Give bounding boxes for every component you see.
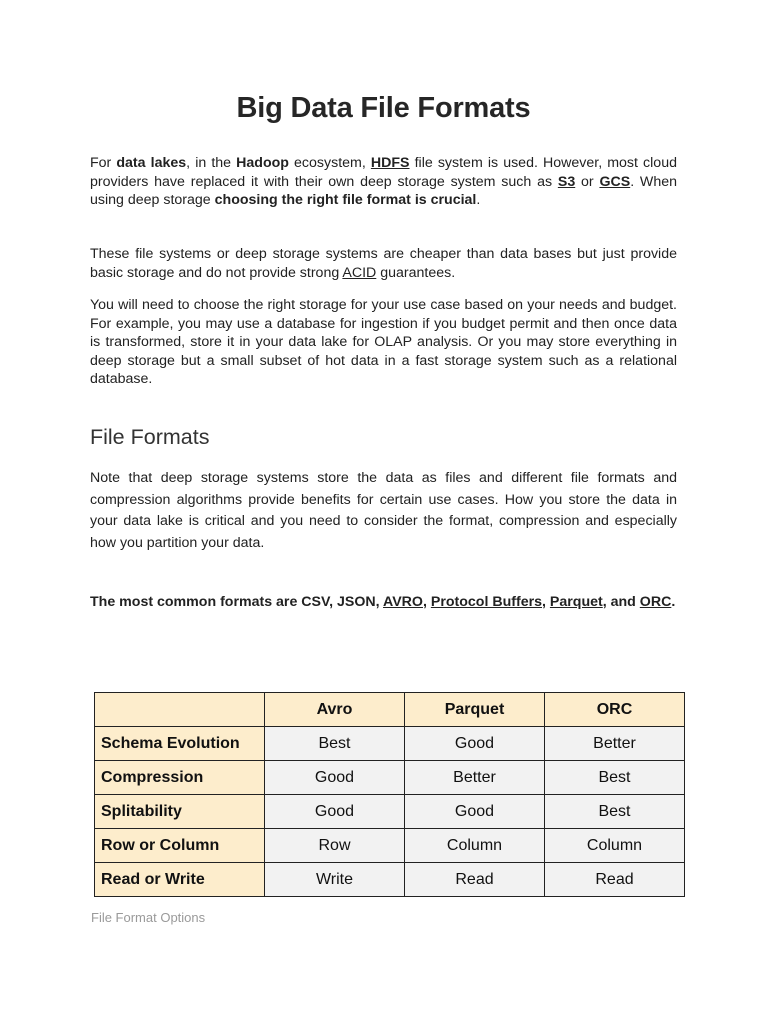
- table-cell: Better: [405, 761, 545, 795]
- row-header: Compression: [95, 761, 265, 795]
- table-row: [95, 829, 685, 863]
- table-cell: Good: [405, 727, 545, 761]
- acid-link[interactable]: ACID: [342, 264, 377, 281]
- budget-paragraph: You will need to choose the right storage for your use case based on your needs and budget. For example, you may use a database for ingestion if you budget permit and then once data is transformed, store it in your data lake for OLAP analysis. Or you may store everything in deep storage but a small subset of hot data in a fast storage system such as a relational database.: [90, 297, 677, 387]
- common-formats-line: [90, 593, 677, 612]
- orc-link[interactable]: ORC: [639, 594, 672, 610]
- table-cell: Best: [545, 761, 685, 795]
- common-text-1: The most common formats are CSV, JSON,: [90, 594, 384, 610]
- intro-text-6: . When using deep storage: [90, 173, 677, 208]
- table-header-row: [95, 693, 685, 727]
- intro-paragraph: [90, 154, 677, 210]
- intro-text-7: .: [476, 192, 481, 208]
- column-header: ORC: [545, 693, 685, 727]
- table-caption: File Format Options: [91, 910, 206, 925]
- table-row: [95, 863, 685, 897]
- table-cell: Best: [265, 727, 405, 761]
- common-text-2: , and: [602, 594, 640, 610]
- page-title: Big Data File Formats: [236, 92, 531, 124]
- storage-text-2: guarantees.: [376, 264, 456, 281]
- intro-text-1: For: [90, 155, 117, 171]
- table-cell: Row: [265, 829, 405, 863]
- row-header: Schema Evolution: [95, 727, 265, 761]
- common-text-3: .: [671, 594, 676, 610]
- column-header: Avro: [265, 693, 405, 727]
- row-header: Splitability: [95, 795, 265, 829]
- table-row: [95, 795, 685, 829]
- formats-paragraph: Note that deep storage systems store the data as files and different file formats and compression algorithms provide benefits for certain use cases. How you store the data in your data lake is critical and you need to consider the format, compression and especially how you partition your data.: [90, 470, 677, 551]
- table-row: [95, 761, 685, 795]
- table-cell: Best: [545, 795, 685, 829]
- table-cell: Good: [265, 761, 405, 795]
- table-cell: Column: [405, 829, 545, 863]
- crucial-phrase: choosing the right file format is crucial: [214, 192, 477, 208]
- storage-text-1: These file systems or deep storage systems are cheaper than data bases but just provide basic storage and do not provide strong: [90, 246, 677, 281]
- intro-text-2: , in the: [186, 155, 237, 171]
- table-cell: Write: [265, 863, 405, 897]
- protobuf-link[interactable]: Protocol Buffers: [430, 594, 543, 610]
- section-heading: File Formats: [90, 425, 210, 449]
- table-row: [95, 727, 685, 761]
- parquet-link[interactable]: Parquet: [549, 594, 603, 610]
- table-cell: Good: [265, 795, 405, 829]
- column-header: Parquet: [405, 693, 545, 727]
- row-header: Row or Column: [95, 829, 265, 863]
- table-cell: Read: [545, 863, 685, 897]
- data-lakes-term: data lakes: [116, 155, 187, 171]
- table-corner-cell: [95, 693, 265, 727]
- intro-text-5: or: [575, 173, 600, 190]
- intro-text-3: ecosystem,: [288, 155, 371, 171]
- table-cell: Column: [545, 829, 685, 863]
- row-header: Read or Write: [95, 863, 265, 897]
- hadoop-term: Hadoop: [236, 155, 289, 171]
- table-cell: Read: [405, 863, 545, 897]
- common-sep-1: ,: [422, 594, 431, 610]
- intro-text-4: file system is used. However, most cloud providers have replaced it with their own deep storage system such as: [90, 155, 677, 190]
- common-sep-2: ,: [542, 594, 550, 610]
- avro-link[interactable]: AVRO: [383, 594, 423, 610]
- s3-link[interactable]: S3: [557, 173, 576, 190]
- gcs-link[interactable]: GCS: [599, 173, 631, 190]
- file-format-table: [94, 692, 685, 897]
- storage-paragraph: [90, 245, 677, 282]
- table-cell: Better: [545, 727, 685, 761]
- table-cell: Good: [405, 795, 545, 829]
- hdfs-link[interactable]: HDFS: [370, 155, 410, 171]
